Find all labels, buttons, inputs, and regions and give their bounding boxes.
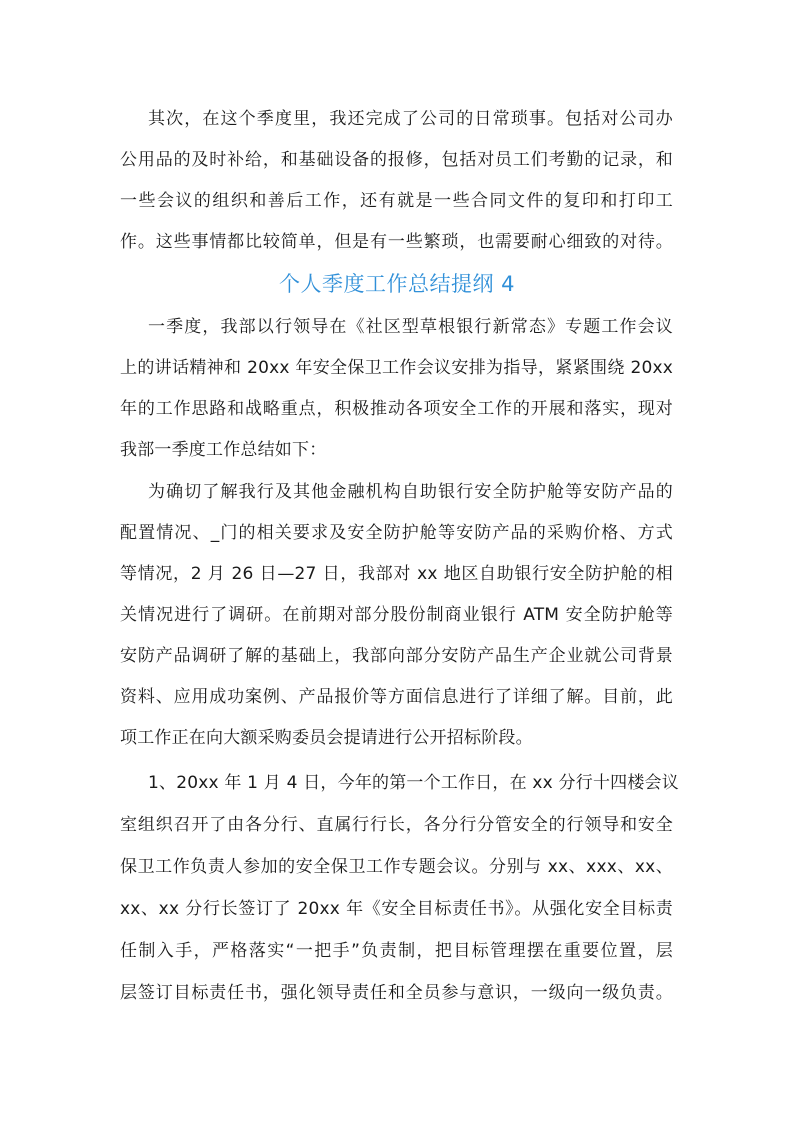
section-heading: 个人季度工作总结提纲 4	[278, 272, 516, 296]
paragraph-line: xx、xx 分行长签订了 20xx 年《安全目标责任书》。从强化安全目标责	[120, 899, 673, 919]
paragraph-line: 一些会议的组织和善后工作，还有就是一些合同文件的复印和打印工	[120, 191, 673, 211]
paragraph-line: 年的工作思路和战略重点，积极推动各项安全工作的开展和落实，现对	[120, 399, 673, 419]
paragraph-line: 保卫工作负责人参加的安全保卫工作专题会议。分别与 xx、xxx、xx、	[120, 857, 673, 877]
paragraph-line: 我部一季度工作总结如下：	[120, 440, 327, 460]
paragraph-line: 为确切了解我行及其他金融机构自助银行安全防护舱等安防产品的	[148, 482, 673, 502]
paragraph-line: 安防产品调研了解的基础上，我部向部分安防产品生产企业就公司背景	[120, 646, 673, 666]
paragraph-line: 室组织召开了由各分行、直属行行长，各分行分管安全的行领导和安全	[120, 815, 673, 835]
paragraph-line: 1、20xx 年 1 月 4 日，今年的第一个工作日，在 xx 分行十四楼会议	[148, 773, 679, 793]
paragraph-line: 配置情况、_门的相关要求及安全防护舱等安防产品的采购价格、方式	[120, 523, 673, 543]
paragraph-line: 任制入手，严格落实“一把手”负责制，把目标管理摆在重要位置，层	[120, 941, 673, 961]
paragraph-line: 其次，在这个季度里，我还完成了公司的日常琐事。包括对公司办	[148, 109, 673, 129]
paragraph-line: 资料、应用成功案例、产品报价等方面信息进行了详细了解。目前，此	[120, 687, 673, 707]
paragraph-line: 一季度，我部以行领导在《社区型草根银行新常态》专题工作会议	[148, 317, 673, 337]
paragraph-line: 公用品的及时补给，和基础设备的报修，包括对员工们考勤的记录，和	[120, 150, 673, 170]
paragraph-line: 上的讲话精神和 20xx 年安全保卫工作会议安排为指导，紧紧围绕 20xx	[120, 358, 673, 378]
paragraph-line: 等情况，2 月 26 日—27 日，我部对 xx 地区自助银行安全防护舱的相	[120, 564, 673, 584]
paragraph-line: 项工作正在向大额采购委员会提请进行公开招标阶段。	[120, 728, 533, 748]
paragraph-line: 关情况进行了调研。在前期对部分股份制商业银行 ATM 安全防护舱等	[120, 605, 673, 625]
paragraph-line: 作。这些事情都比较简单，但是有一些繁琐，也需要耐心细致的对待。	[120, 232, 673, 252]
paragraph-line: 层签订目标责任书，强化领导责任和全员参与意识，一级向一级负责。	[120, 983, 673, 1003]
